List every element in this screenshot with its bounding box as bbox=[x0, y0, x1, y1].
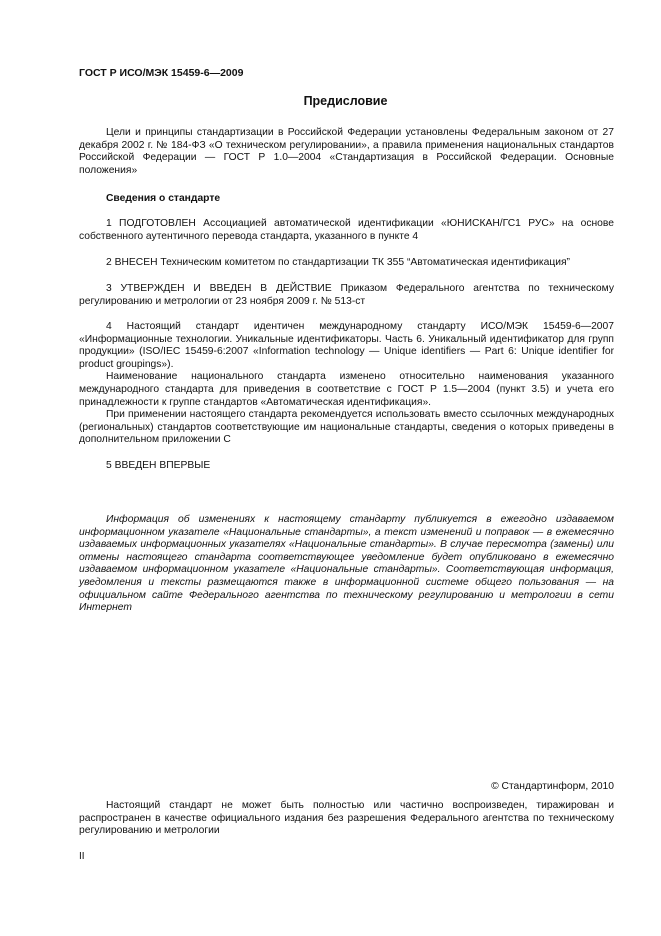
item-5: 5 ВВЕДЕН ВПЕРВЫЕ bbox=[106, 460, 211, 471]
item-4 bbox=[79, 321, 614, 447]
page-number: II bbox=[79, 851, 85, 862]
section-subheading: Сведения о стандарте bbox=[106, 193, 221, 204]
item-4-rename-note: Наименование национального стандарта изменено относительно наименования указанного международного стандарта для приведения в соответствие с ГОСТ Р 1.5—2004 (пункт 3.5) и учета его принадлежности к группе стандартов «Автоматическая идентификация». bbox=[79, 371, 614, 408]
item-1: 1 ПОДГОТОВЛЕН Ассоциацией автоматической идентификации «ЮНИСКАН/ГС1 РУС» на основе собственного аутентичного перевода стандарта, указанного в пункте 4 bbox=[79, 218, 614, 242]
document-header: ГОСТ Р ИСО/МЭК 15459-6—2009 bbox=[79, 67, 244, 79]
amendments-notice: Информация об изменениях к настоящему стандарту публикуется в ежегодно издаваемом информационном указателе «Национальные стандарты», а текст изменений и поправок — в ежемесячно издаваемых информационных указателях «Национальные стандарты». В случае пересмотра (замены) или отмены настоящего стандарта соответствующее уведомление будет опубликовано в ежемесячно издаваемом информационном указателе «Национальные стандарты». Соответствующая информация, уведомления и тексты размещаются также в информационной системе общего пользования — на официальном сайте Федерального агентства по техническому регулированию и метрологии в сети Интернет bbox=[79, 514, 614, 614]
rights-statement: Настоящий стандарт не может быть полностью или частично воспроизведен, тиражирован и распространен в качестве официального издания без разрешения Федерального агентства по техническому регулированию и метрологии bbox=[79, 800, 614, 837]
intro-paragraph: Цели и принципы стандартизации в Российской Федерации установлены Федеральным законом от 27 декабря 2002 г. № 184-ФЗ «О техническом регулировании», а правила применения национальных стандартов Российской Федерации — ГОСТ Р 1.0—2004 «Стандартизация в Российской Федерации. Основные положения» bbox=[79, 127, 614, 176]
item-4-text: 4 Настоящий стандарт идентичен международному стандарту ИСО/МЭК 15459-6—2007 «Информационные технологии. Уникальные идентификаторы. Часть 6. Уникальный идентификатор для групп продукции» (ISO/IEC 15459-6:2007 «Information technology — Unique identifiers — Part 6: Unique identifier for product groupings»). bbox=[79, 321, 614, 370]
item-3: 3 УТВЕРЖДЕН И ВВЕДЕН В ДЕЙСТВИЕ Приказом Федерального агентства по техническому регулированию и метрологии от 23 ноября 2009 г. № 513-ст bbox=[79, 283, 614, 307]
item-2: 2 ВНЕСЕН Техническим комитетом по стандартизации ТК 355 “Автоматическая идентификация” bbox=[106, 257, 570, 268]
copyright: © Стандартинформ, 2010 bbox=[491, 781, 614, 792]
page-title: Предисловие bbox=[303, 94, 388, 108]
item-4-reference-note: При применении настоящего стандарта рекомендуется использовать вместо ссылочных международных (региональных) стандартов соответствующие им национальные стандарты, сведения о которых приведены в дополнительном приложении С bbox=[79, 409, 614, 446]
